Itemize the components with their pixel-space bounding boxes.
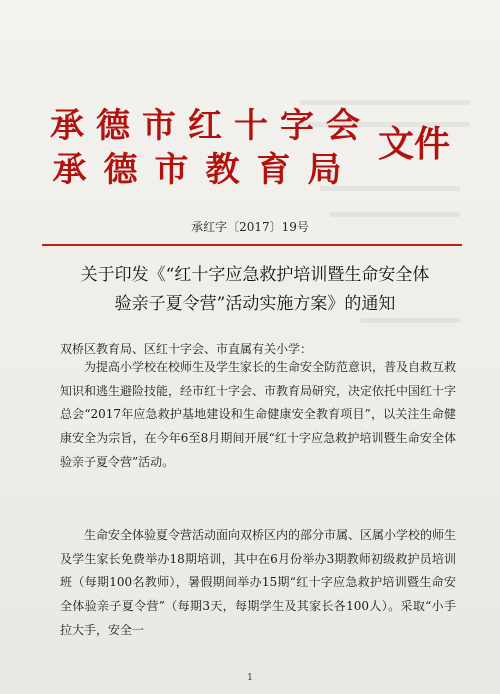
red-separator-rule	[42, 244, 462, 246]
issuer-char: 局	[307, 150, 342, 190]
document-number: 承红字〔2017〕19号	[191, 220, 309, 234]
issuer-char: 承	[50, 106, 84, 146]
issuer-education-bureau	[44, 142, 350, 191]
body-paragraph-1: 为提高小学校在校师生及学生家长的生命安全防范意识，普及自救互救知识和逃生避险技能，经市红十字会、市教育局研究，决定依托中国红十字总会“2017年应急救护基地建设和生命健康安全教育项目”，以关注生命健康安全为宗旨，在今年6至8月期间开展“红十字应急救护培训暨生命安全体验亲子夏令营”活动。	[60, 360, 457, 469]
document-label: 文件	[378, 123, 451, 165]
body-paragraph-2: 生命安全体验夏令营活动面向双桥区内的部分市属、区属小学校的师生及学生家长免费举办18期培训，其中在6月份举办3期教师初级救护员培训班（每期100名教师），暑假期间举办15期“红十字应急救护培训暨生命安全体验亲子夏令营”（每期3天，每期学生及其家长各100人）。采取“小手拉大手，安全一	[60, 528, 457, 637]
bleed-through-mark	[330, 212, 460, 217]
notice-title-line-2: 验亲子夏令营”活动实施方案》的通知	[114, 294, 396, 314]
page-number: 1	[247, 673, 253, 683]
notice-title-line-1: 关于印发《“红十字应急救护培训暨生命安全体	[80, 265, 430, 285]
issuer-char: 承	[52, 150, 87, 190]
issuer-char: 十	[234, 106, 268, 146]
salutation: 双桥区教育局、区红十字会、市直属有关小学：	[60, 342, 313, 356]
issuer-char: 教	[205, 150, 240, 190]
bleed-through-mark	[360, 318, 460, 323]
issuer-char: 红	[188, 106, 222, 146]
issuer-char: 德	[96, 106, 130, 146]
issuer-char: 育	[256, 150, 291, 190]
issuer-red-cross	[44, 98, 366, 147]
issuer-char: 会	[326, 106, 360, 146]
issuer-char: 字	[280, 106, 314, 146]
issuer-char: 德	[103, 150, 138, 190]
issuer-char: 市	[142, 106, 176, 146]
issuer-char: 市	[154, 150, 189, 190]
